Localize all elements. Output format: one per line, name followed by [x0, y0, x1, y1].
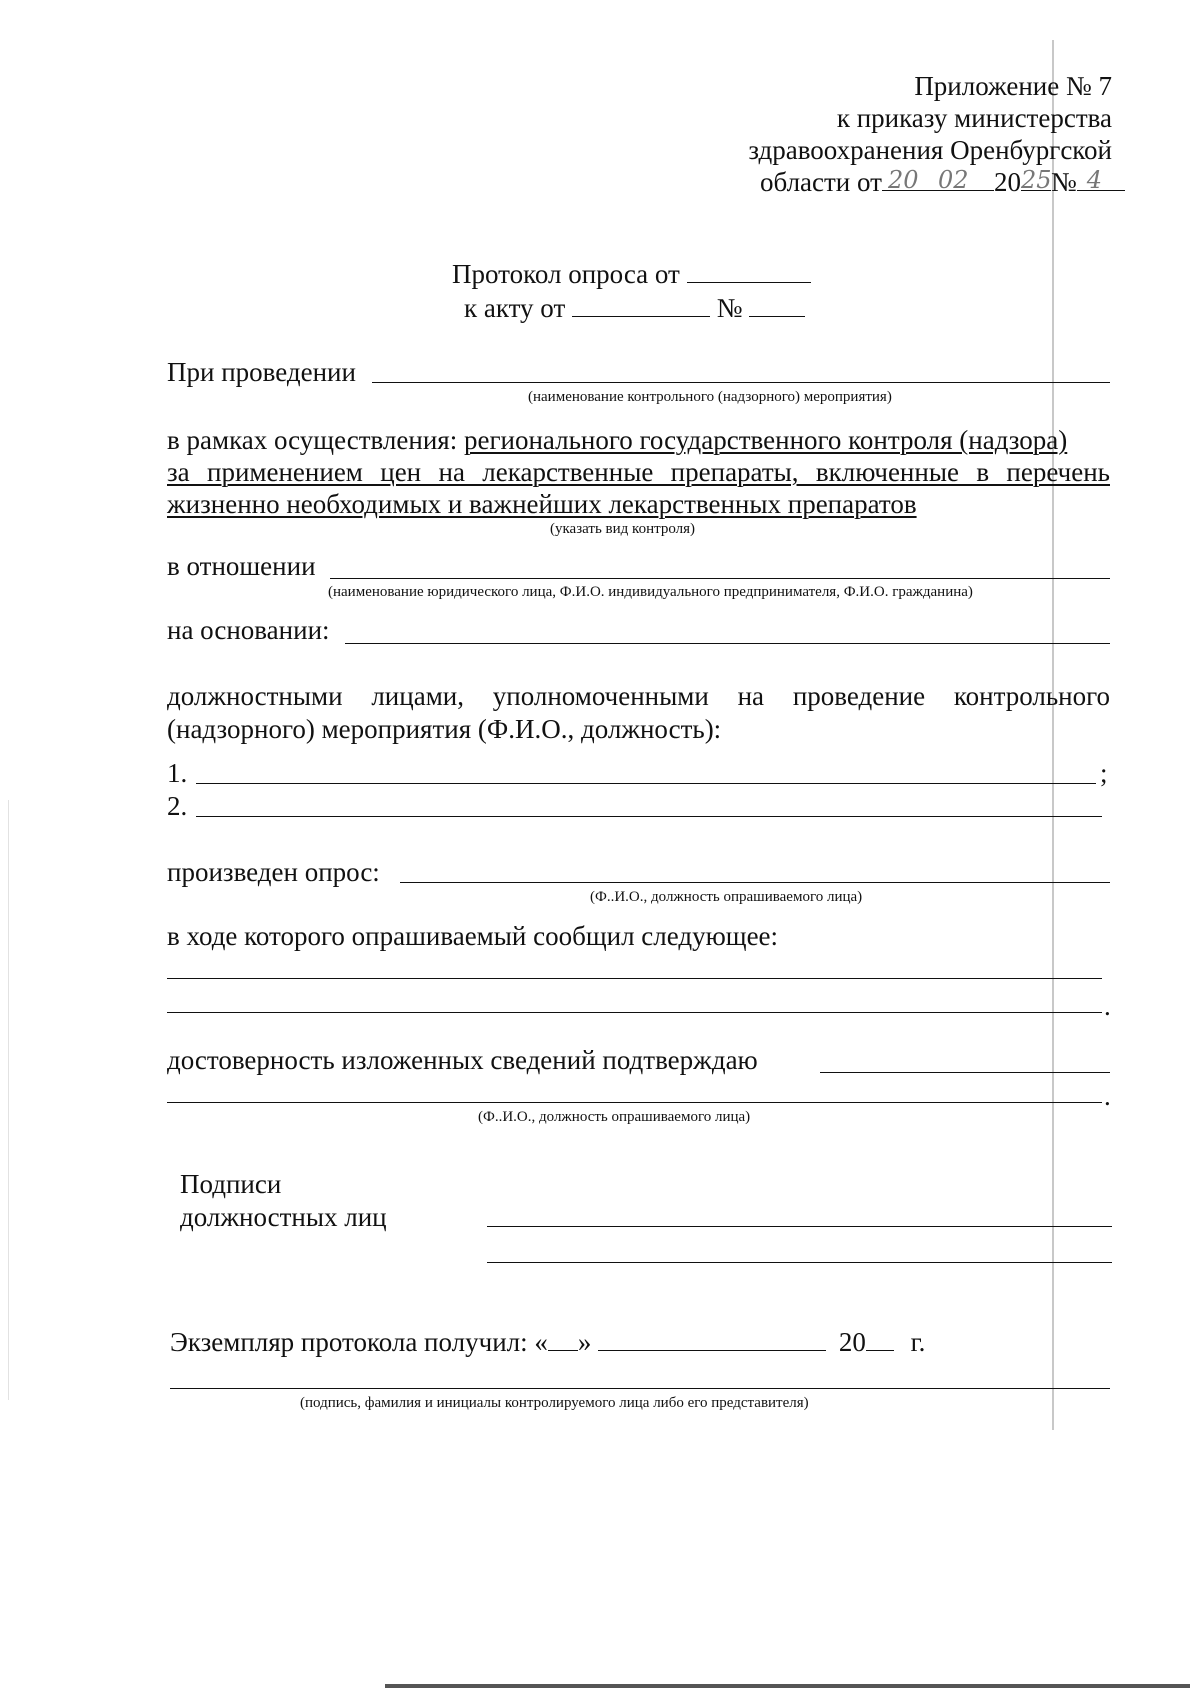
basis-label: на основании: [167, 615, 330, 645]
confirm-name-field[interactable] [167, 1102, 1102, 1103]
appendix-date-line [760, 166, 1125, 198]
basis-field[interactable] [345, 643, 1110, 644]
appendix-year-field [1020, 166, 1052, 194]
confirm-hint: (Ф..И.О., должность опрашиваемого лица) [478, 1109, 751, 1125]
respect-label: в отношении [167, 551, 316, 581]
framework-line2: за применением цен на лекарственные препараты, включенные в перечень [167, 457, 1110, 487]
protocol-title-text: Протокол опроса от [452, 259, 680, 289]
copy-received-line [170, 1326, 925, 1358]
copy-year-suffix: г. [910, 1327, 926, 1357]
copy-month-field[interactable] [598, 1328, 826, 1351]
appendix-year-prefix: 20 [993, 167, 1021, 197]
conduct-label: При проведении [167, 357, 356, 387]
appendix-date-prefix: области от [760, 167, 882, 197]
conduct-hint: (наименование контрольного (надзорного) мероприятия) [528, 389, 892, 405]
framework-hint: (указать вид контроля) [550, 521, 696, 537]
signature-field-2[interactable] [487, 1262, 1112, 1263]
appendix-number: Приложение № 7 [914, 71, 1112, 101]
reported-period: . [1104, 991, 1111, 1021]
respect-field[interactable] [330, 578, 1110, 579]
reported-field-1[interactable] [167, 978, 1102, 979]
signatures-label-line2: должностных лиц [180, 1202, 387, 1232]
official-2-number: 2. [167, 791, 188, 821]
confirm-label: достоверность изложенных сведений подтверждаю [167, 1045, 758, 1075]
official-1-field[interactable] [196, 783, 1096, 784]
appendix-date-field [882, 166, 994, 194]
framework-prefix: в рамках осуществления: [167, 425, 458, 455]
scan-fold-line [1052, 40, 1054, 1430]
protocol-date-field[interactable] [687, 260, 811, 283]
copy-year-prefix: 20 [838, 1327, 866, 1357]
official-1-number: 1. [167, 758, 188, 788]
respect-hint: (наименование юридического лица, Ф.И.О. индивидуального предпринимателя, Ф.И.О. гражданина) [328, 584, 973, 600]
appendix-number-field [1077, 166, 1125, 194]
survey-field[interactable] [400, 882, 1110, 883]
act-number-sign: № [716, 293, 743, 323]
act-number-field[interactable] [749, 294, 805, 317]
reported-field-2[interactable] [167, 1012, 1102, 1013]
signatures-label-line1: Подписи [180, 1169, 282, 1199]
appendix-order-ref: к приказу министерства [836, 103, 1112, 133]
officials-line1: должностными лицами, уполномоченными на проведение контрольного [167, 681, 1110, 711]
act-date-field[interactable] [572, 294, 710, 317]
scan-edge-line [8, 800, 9, 1400]
confirm-signature-field[interactable] [820, 1072, 1110, 1073]
handwritten-day: 20 [887, 166, 919, 194]
framework-control-type: регионального государственного контроля (надзора) [463, 425, 1068, 455]
handwritten-year: 25 [1020, 166, 1052, 194]
confirm-period: . [1104, 1081, 1111, 1111]
handwritten-number: 4 [1086, 166, 1102, 194]
official-2-field[interactable] [196, 816, 1102, 817]
copy-received-label: Экземпляр протокола получил: « [170, 1327, 548, 1357]
handwritten-month: 02 [937, 166, 969, 194]
protocol-title [452, 258, 811, 290]
framework-line3: жизненно необходимых и важнейших лекарственных препаратов [167, 489, 917, 519]
reported-label: в ходе которого опрашиваемый сообщил следующее: [167, 921, 779, 951]
copy-year-field[interactable] [866, 1328, 894, 1351]
scan-bottom-edge [385, 1684, 1190, 1688]
copy-hint: (подпись, фамилия и инициалы контролируемого лица либо его представителя) [300, 1395, 809, 1411]
conduct-field[interactable] [372, 382, 1110, 383]
framework-line1 [167, 424, 1067, 456]
appendix-number-sign: № [1050, 167, 1077, 197]
survey-label: произведен опрос: [167, 857, 380, 887]
act-reference-text: к акту от [464, 293, 566, 323]
official-1-semicolon: ; [1100, 758, 1108, 788]
signature-field-1[interactable] [487, 1226, 1112, 1227]
appendix-ministry: здравоохранения Оренбургской [748, 135, 1112, 165]
copy-signature-field[interactable] [170, 1388, 1110, 1389]
copy-quote-close: » [577, 1327, 592, 1357]
act-reference [464, 292, 805, 324]
copy-day-field[interactable] [548, 1328, 578, 1351]
officials-line2: (надзорного) мероприятия (Ф.И.О., должность): [167, 714, 722, 744]
survey-hint: (Ф..И.О., должность опрашиваемого лица) [590, 889, 863, 905]
